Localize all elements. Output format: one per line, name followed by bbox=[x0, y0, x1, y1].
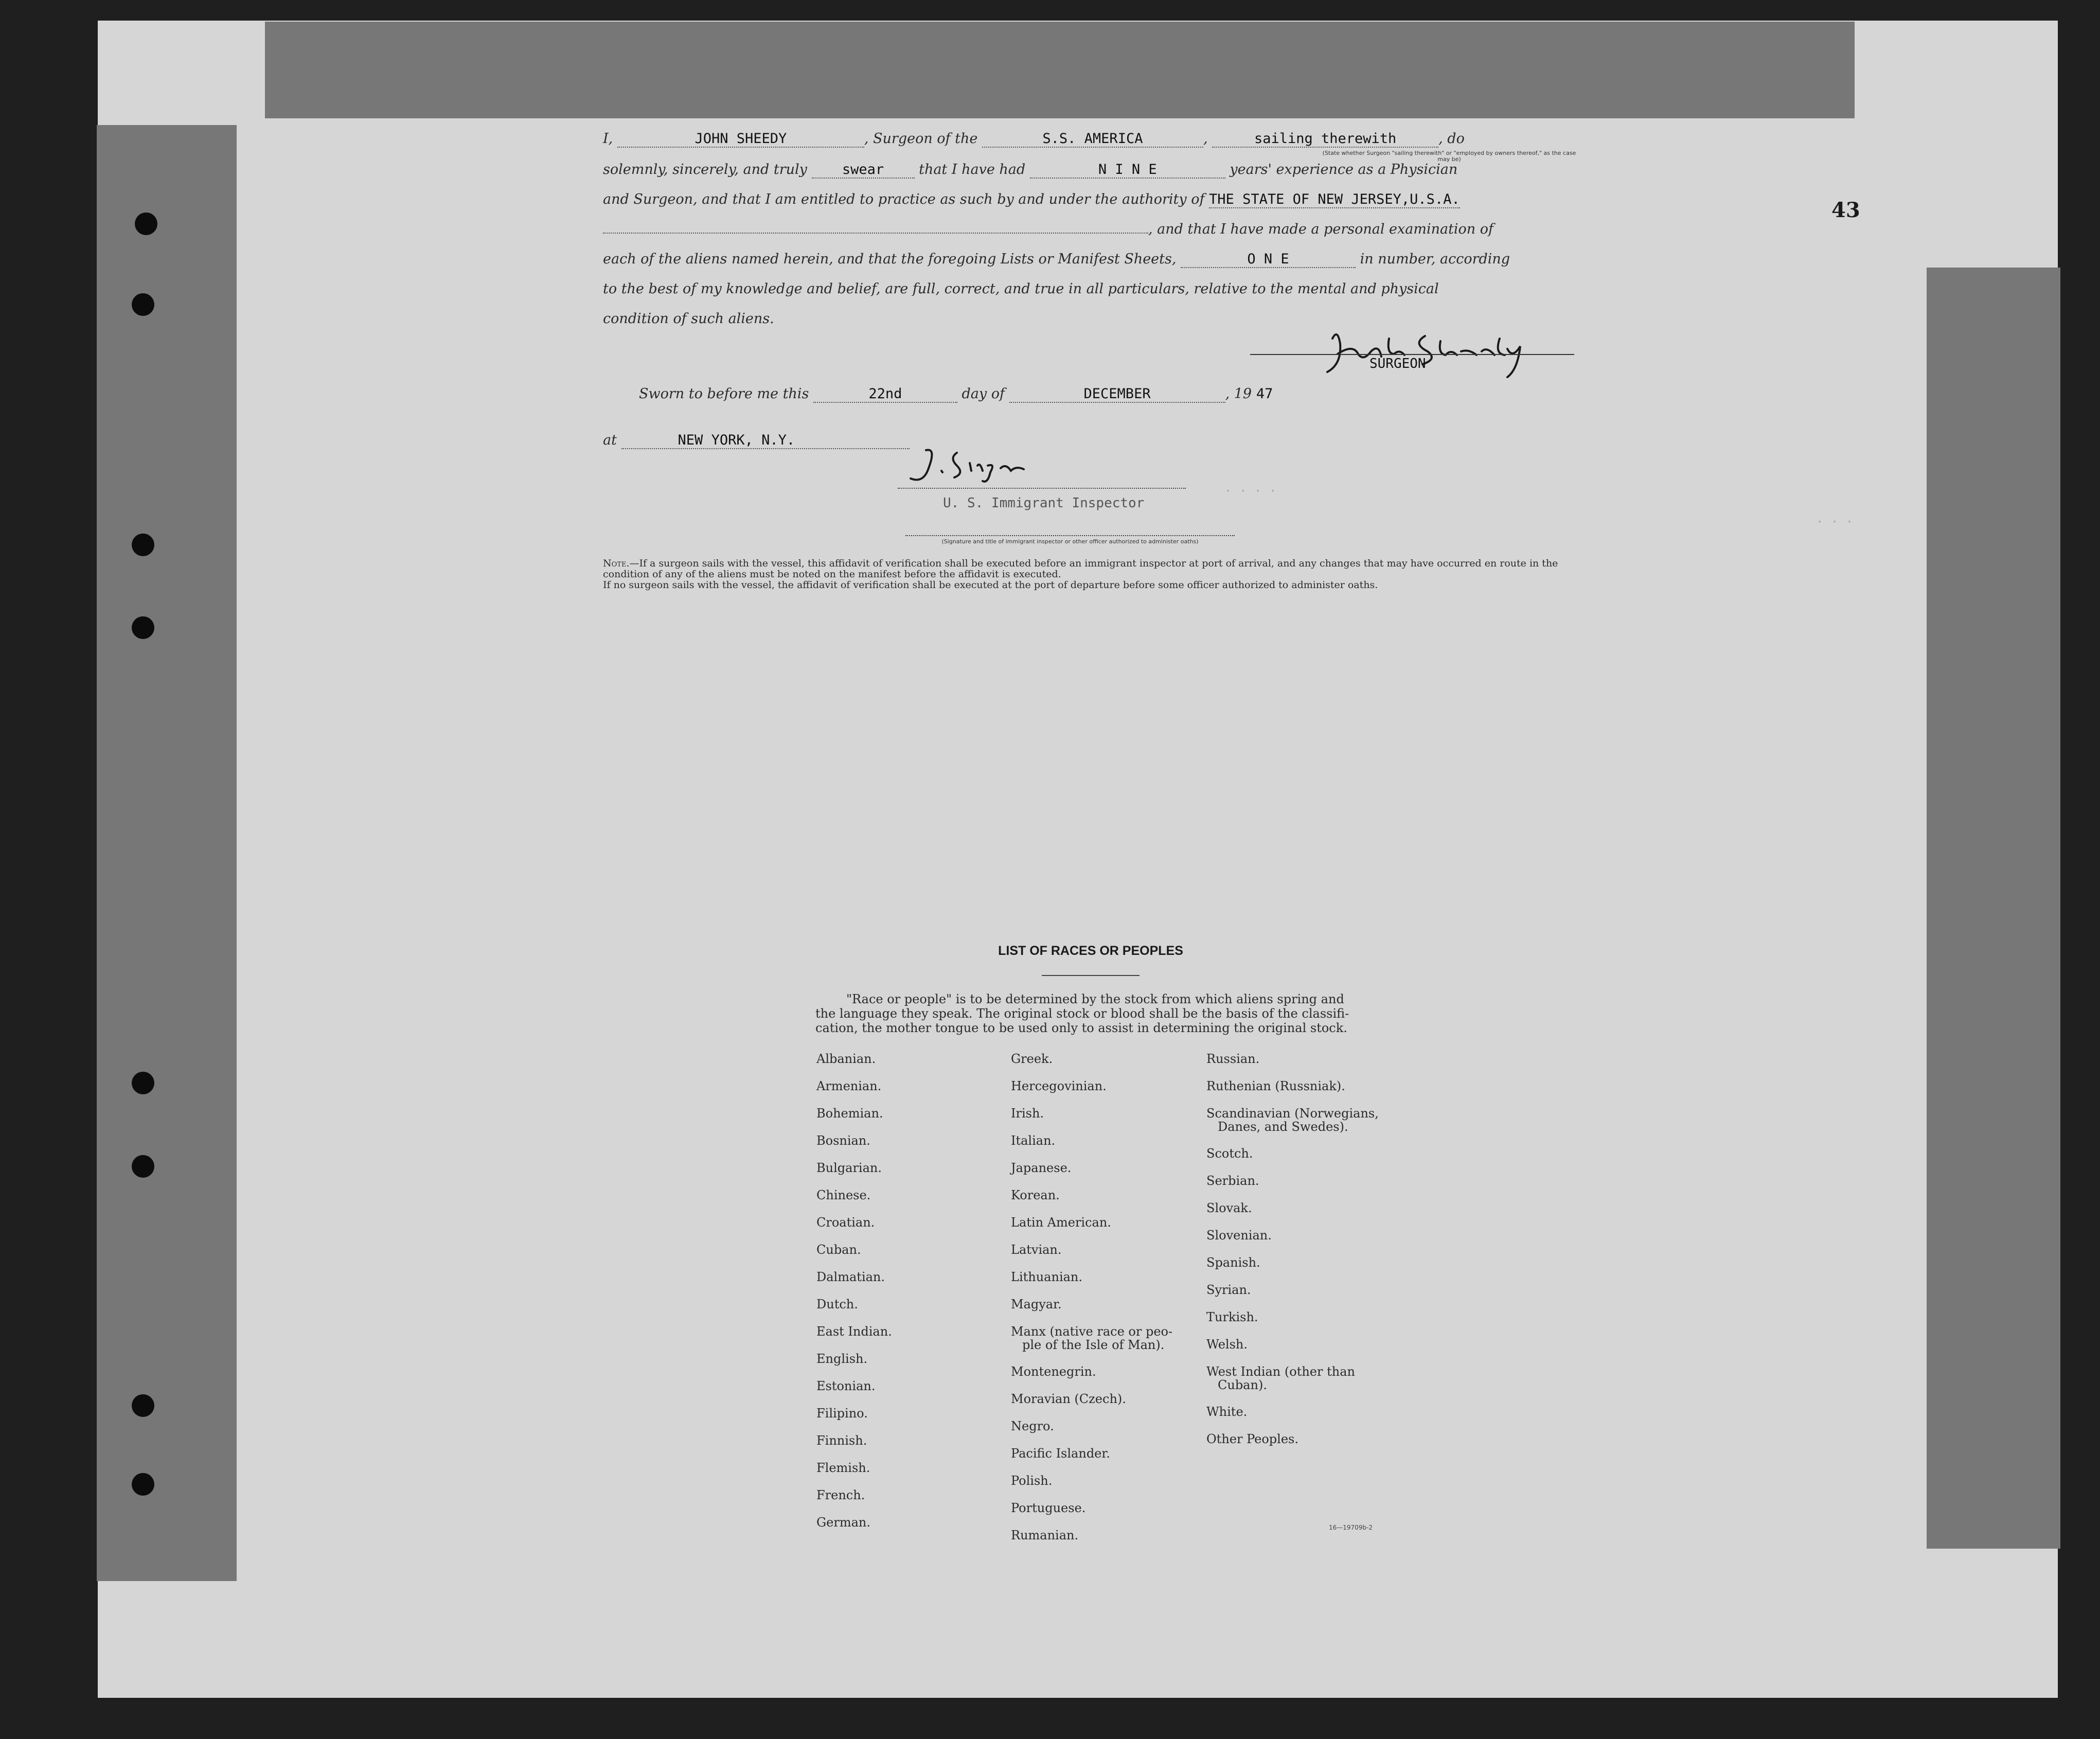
race-entry: Portuguese. bbox=[1011, 1501, 1086, 1515]
place-line bbox=[603, 432, 910, 449]
sworn-year-field: 47 bbox=[1256, 386, 1273, 402]
affidavit-text: , Surgeon of the bbox=[864, 131, 978, 147]
race-entry: Slovenian. bbox=[1206, 1228, 1272, 1243]
title-rule bbox=[1042, 975, 1140, 976]
race-entry: Serbian. bbox=[1206, 1174, 1259, 1188]
affidavit-text: each of the aliens named herein, and that the foregoing Lists or Manifest Sheets, bbox=[603, 251, 1177, 267]
sheets-field: O N E bbox=[1181, 251, 1356, 268]
race-entry: Dalmatian. bbox=[816, 1270, 885, 1284]
affidavit-text: I, bbox=[603, 131, 613, 147]
race-entry: Japanese. bbox=[1011, 1161, 1072, 1175]
inspector-title: U. S. Immigrant Inspector bbox=[943, 495, 1145, 511]
binder-hole bbox=[132, 1072, 154, 1094]
affidavit-text: at bbox=[603, 432, 617, 448]
place-field: NEW YORK, N.Y. bbox=[621, 432, 910, 449]
affidavit-text: , 19 bbox=[1225, 386, 1252, 402]
binder-hole bbox=[132, 293, 154, 316]
races-column-1 bbox=[816, 1052, 892, 1543]
capacity-field: sailing therewith bbox=[1212, 131, 1438, 148]
surgeon-title: SURGEON bbox=[1369, 356, 1426, 371]
form-code: 16—19709b-2 bbox=[1329, 1524, 1373, 1531]
sworn-line bbox=[639, 386, 1277, 403]
race-entry: Pacific Islander. bbox=[1011, 1446, 1110, 1461]
race-entry: Armenian. bbox=[816, 1079, 882, 1093]
sworn-month-field: DECEMBER bbox=[1009, 386, 1225, 403]
race-entry: Greek. bbox=[1011, 1052, 1053, 1066]
inspector-caption-line bbox=[905, 535, 1235, 536]
affidavit-text: , do bbox=[1438, 131, 1465, 147]
race-entry: Italian. bbox=[1011, 1133, 1056, 1148]
intro-line: the language they speak. The original stock or blood shall be the basis of the classifi- bbox=[815, 1006, 1349, 1021]
race-entry: Montenegrin. bbox=[1011, 1364, 1096, 1379]
intro-line: cation, the mother tongue to be used only to assist in determining the original stock. bbox=[815, 1021, 1347, 1035]
top-shadow-band bbox=[265, 22, 1855, 118]
race-entry: Spanish. bbox=[1206, 1255, 1260, 1270]
affidavit-line-4 bbox=[603, 221, 1493, 237]
capacity-note: (State whether Surgeon "sailing therewith" or "employed by owners thereof," as the case may be) bbox=[1322, 150, 1576, 163]
race-entry: Bosnian. bbox=[816, 1133, 870, 1148]
race-entry: Hercegovinian. bbox=[1011, 1079, 1107, 1093]
race-entry: English. bbox=[816, 1352, 868, 1366]
binder-hole bbox=[132, 1394, 154, 1417]
surgeon-signature-line bbox=[1250, 354, 1574, 355]
race-entry: Dutch. bbox=[816, 1297, 858, 1311]
affidavit-text: , bbox=[1203, 131, 1208, 147]
race-entry: Flemish. bbox=[816, 1461, 870, 1475]
race-entry: Cuban. bbox=[816, 1243, 861, 1257]
affidavit-line-7: condition of such aliens. bbox=[603, 311, 774, 327]
race-entry: Manx (native race or peo- ple of the Isle of Man). bbox=[1011, 1324, 1173, 1352]
race-entry: Lithuanian. bbox=[1011, 1270, 1083, 1284]
races-title: LIST OF RACES OR PEOPLES bbox=[998, 944, 1183, 958]
affidavit-line-6: to the best of my knowledge and belief, are full, correct, and true in all particulars, relative to the mental and physical bbox=[603, 281, 1439, 297]
binder-hole bbox=[132, 616, 154, 639]
race-entry: Croatian. bbox=[816, 1215, 875, 1230]
binder-hole bbox=[132, 1155, 154, 1178]
years-field: N I N E bbox=[1030, 162, 1225, 179]
race-entry: Bohemian. bbox=[816, 1106, 883, 1121]
races-column-2 bbox=[1011, 1052, 1172, 1556]
race-entry: Latvian. bbox=[1011, 1243, 1062, 1257]
oath-field: swear bbox=[812, 162, 915, 179]
affidavit-text: and Surgeon, and that I am entitled to practice as such by and under the authority of bbox=[603, 191, 1205, 207]
note-paragraph-2: If no surgeon sails with the vessel, the affidavit of verification shall be executed at the port of departure before some officer authorized to administer oaths. bbox=[603, 579, 1378, 591]
inspector-signature bbox=[905, 442, 1049, 489]
race-entry: Polish. bbox=[1011, 1474, 1053, 1488]
affidavit-text: Sworn to before me this bbox=[639, 386, 809, 402]
race-entry: Estonian. bbox=[816, 1379, 876, 1393]
binder-hole bbox=[135, 212, 157, 235]
race-entry: Turkish. bbox=[1206, 1310, 1258, 1324]
race-entry: Russian. bbox=[1206, 1052, 1260, 1066]
races-column-3 bbox=[1206, 1052, 1379, 1460]
affidavit-line-5 bbox=[603, 251, 1510, 268]
race-entry: Chinese. bbox=[816, 1188, 871, 1202]
inspector-caption: (Signature and title of immigrant inspector or other officer authorized to administer oaths) bbox=[941, 538, 1199, 545]
race-entry: Albanian. bbox=[816, 1052, 876, 1066]
bleed-through-mark: · · · bbox=[1816, 514, 1854, 529]
right-margin-strip bbox=[1927, 268, 2060, 1549]
race-entry: French. bbox=[816, 1488, 865, 1502]
surgeon-name-field: JOHN SHEEDY bbox=[617, 131, 864, 148]
race-entry: Korean. bbox=[1011, 1188, 1060, 1202]
race-entry: Latin American. bbox=[1011, 1215, 1111, 1230]
page-number: 43 bbox=[1831, 198, 1860, 222]
race-entry: Bulgarian. bbox=[816, 1161, 882, 1175]
affidavit-text: that I have had bbox=[919, 162, 1026, 178]
binder-hole bbox=[132, 534, 154, 556]
race-entry: West Indian (other than Cuban). bbox=[1206, 1364, 1355, 1392]
race-entry: Syrian. bbox=[1206, 1283, 1251, 1297]
race-entry: Filipino. bbox=[816, 1406, 868, 1421]
affidavit-line-3 bbox=[603, 191, 1460, 208]
race-entry: Ruthenian (Russniak). bbox=[1206, 1079, 1345, 1093]
race-entry: White. bbox=[1206, 1405, 1248, 1419]
race-entry: Moravian (Czech). bbox=[1011, 1392, 1126, 1406]
verification-note bbox=[603, 558, 1575, 591]
vessel-field: S.S. AMERICA bbox=[982, 131, 1203, 148]
race-entry: Magyar. bbox=[1011, 1297, 1062, 1311]
affidavit-text: in number, according bbox=[1360, 251, 1510, 267]
note-label: Note. bbox=[603, 558, 630, 569]
sworn-day-field: 22nd bbox=[813, 386, 957, 403]
bleed-through-mark: · · · · bbox=[1224, 484, 1277, 498]
race-entry: German. bbox=[816, 1515, 870, 1530]
race-entry: Irish. bbox=[1011, 1106, 1044, 1121]
affidavit-line-2 bbox=[603, 162, 1457, 179]
intro-line: "Race or people" is to be determined by the stock from which aliens spring and bbox=[846, 992, 1344, 1006]
binder-hole bbox=[132, 1473, 154, 1496]
race-entry: Welsh. bbox=[1206, 1337, 1248, 1352]
race-entry: Slovak. bbox=[1206, 1201, 1252, 1215]
note-text-1: —If a surgeon sails with the vessel, this affidavit of verification shall be executed before an immigrant inspector at port of arrival, and any changes that may have occurred en route in the condition of any of the aliens must be noted on the manifest before the affidavit is executed. bbox=[603, 558, 1558, 580]
authority-field: THE STATE OF NEW JERSEY,U.S.A. bbox=[1209, 191, 1460, 207]
affidavit-text: solemnly, sincerely, and truly bbox=[603, 162, 807, 178]
race-entry: East Indian. bbox=[816, 1324, 892, 1339]
race-entry: Other Peoples. bbox=[1206, 1432, 1298, 1446]
race-entry: Finnish. bbox=[816, 1433, 867, 1448]
left-margin-strip bbox=[97, 125, 237, 1581]
race-entry: Scotch. bbox=[1206, 1146, 1253, 1161]
race-entry: Negro. bbox=[1011, 1419, 1054, 1433]
races-intro bbox=[815, 992, 1366, 1035]
inspector-signature-line bbox=[898, 488, 1186, 489]
affidavit-text: years' experience as a Physician bbox=[1230, 162, 1458, 178]
affidavit-text: day of bbox=[962, 386, 1005, 402]
affidavit-line-1 bbox=[603, 131, 1465, 148]
note-paragraph-1 bbox=[603, 558, 1575, 580]
race-entry: Scandinavian (Norwegians, Danes, and Swedes). bbox=[1206, 1106, 1379, 1134]
authority-continuation-field bbox=[603, 233, 1148, 234]
race-entry: Rumanian. bbox=[1011, 1528, 1079, 1542]
affidavit-text: , and that I have made a personal examination of bbox=[1148, 221, 1494, 237]
